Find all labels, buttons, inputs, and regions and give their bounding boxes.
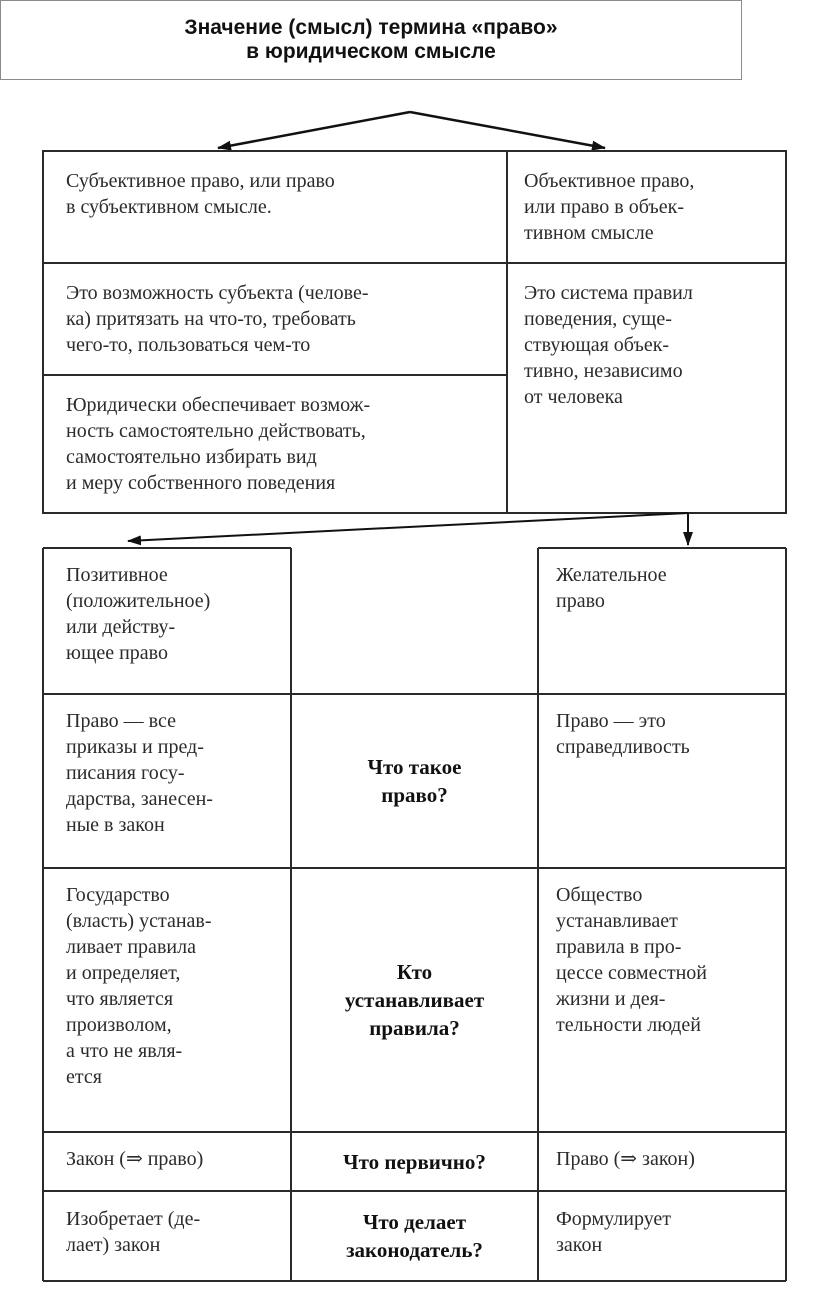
row-1-desired: Право — это справедливость [556, 710, 690, 758]
positive-law-heading: Позитивное (положительное) или действу- ющее право [66, 564, 211, 664]
row-4-question: Что делает законодатель? [346, 1210, 483, 1262]
subjective-right-definition: Это возможность субъекта (челове- ка) притязать на что-то, требовать чего-то, пользоваться чем-то [66, 282, 369, 356]
desired-law-heading: Желательное право [556, 564, 667, 612]
subjective-right-heading: Субъективное право, или право в субъективном смысле. [66, 170, 335, 218]
arrow-to-objective [410, 112, 605, 148]
row-3-positive: Закон (⇒ право) [66, 1148, 204, 1170]
arrow-to-subjective [218, 112, 410, 148]
arrow-to-positive [128, 513, 688, 541]
row-1-positive: Право — все приказы и пред- писания госу- дарства, занесен- ные в закон [66, 710, 213, 836]
row-3-desired: Право (⇒ закон) [556, 1148, 695, 1170]
objective-right-heading: Объективное право, или право в объек- тивном смысле [524, 170, 695, 244]
title-line-1: Значение (смысл) термина «право» [184, 16, 558, 39]
row-3-question: Что первично? [343, 1149, 486, 1174]
row-2-question: Кто устанавливает правила? [344, 960, 485, 1040]
subjective-right-guarantee: Юридически обеспечивает возмож- ность самостоятельно действовать, самостоятельно избирать вид и меру собственного поведения [66, 394, 371, 494]
row-2-positive: Государство (власть) устанав- ливает правила и определяет, что является произволом, а что не явля- ется [66, 884, 212, 1088]
row-4-desired: Формулирует закон [556, 1208, 672, 1256]
row-2-desired: Общество устанавливает правила в про- цессе совместной жизни и дея- тельности людей [556, 884, 707, 1036]
row-4-positive: Изобретает (де- лает) закон [66, 1208, 201, 1256]
row-1-question: Что такое право? [367, 755, 462, 807]
objective-right-definition: Это система правил поведения, суще- ствующая объек- тивно, независимо от человека [524, 282, 693, 408]
title-line-2: в юридическом смысле [246, 40, 496, 63]
